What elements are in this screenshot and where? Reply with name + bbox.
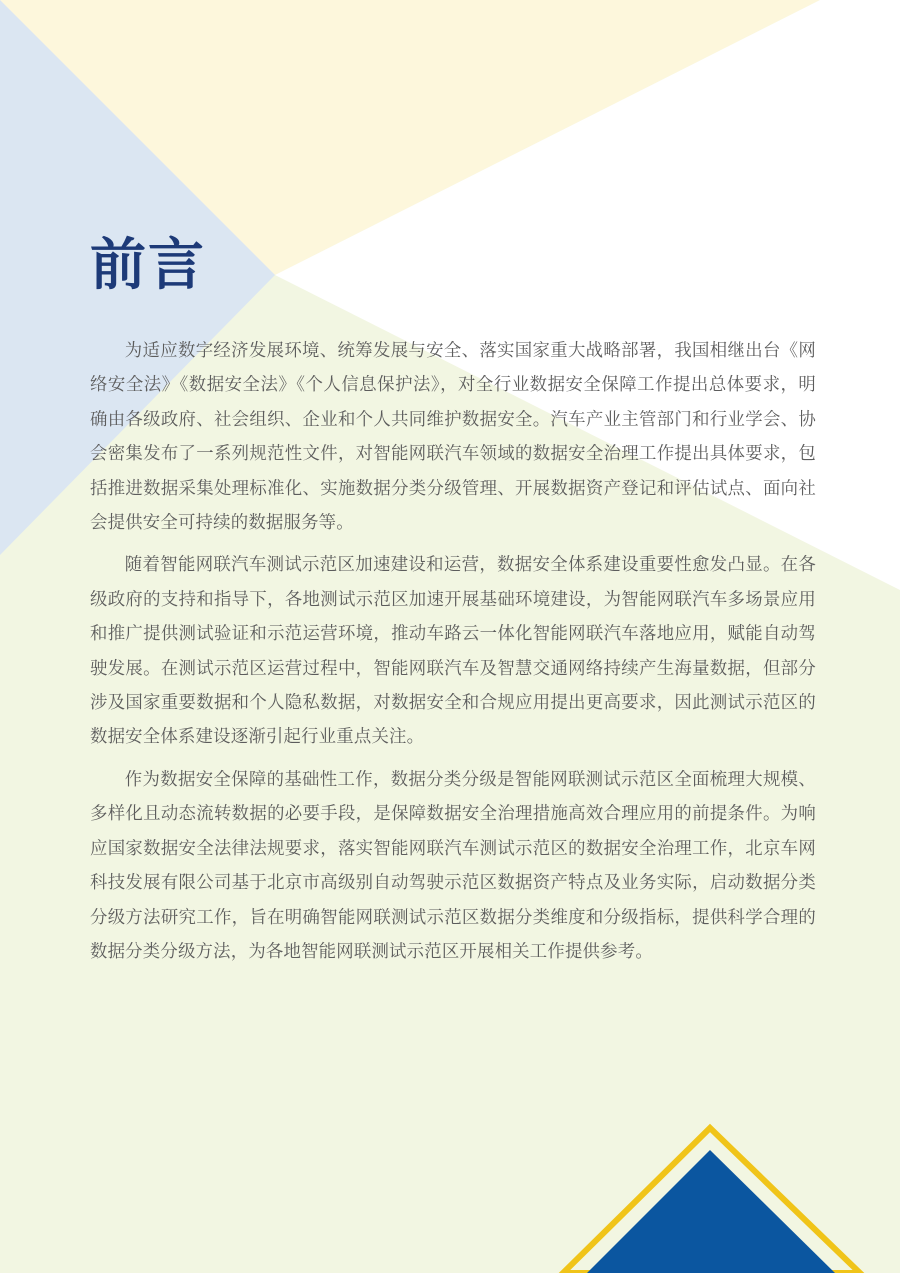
preface-body	[90, 334, 816, 977]
preface-paragraph-3: 作为数据安全保障的基础性工作，数据分类分级是智能网联测试示范区全面梳理大规模、多样化且动态流转数据的必要手段，是保障数据安全治理措施高效合理应用的前提条件。为响应国家数据安全法律法规要求，落实智能网联汽车测试示范区的数据安全治理工作，北京车网科技发展有限公司基于北京市高级别自动驾驶示范区数据资产特点及业务实际，启动数据分类分级方法研究工作，旨在明确智能网联测试示范区数据分类维度和分级指标，提供科学合理的数据分类分级方法，为各地智能网联测试示范区开展相关工作提供参考。	[90, 769, 816, 962]
preface-paragraph-2: 随着智能网联汽车测试示范区加速建设和运营，数据安全体系建设重要性愈发凸显。在各级政府的支持和指导下，各地测试示范区加速开展基础环境建设，为智能网联汽车多场景应用和推广提供测试验证和示范运营环境，推动车路云一体化智能网联汽车落地应用，赋能自动驾驶发展。在测试示范区运营过程中，智能网联汽车及智慧交通网络持续产生海量数据，但部分涉及国家重要数据和个人隐私数据，对数据安全和合规应用提出更高要求，因此测试示范区的数据安全体系建设逐渐引起行业重点关注。	[90, 555, 816, 748]
preface-paragraph-1: 为适应数字经济发展环境、统筹发展与安全、落实国家重大战略部署，我国相继出台《网络安全法》《数据安全法》《个人信息保护法》，对全行业数据安全保障工作提出总体要求，明确由各级政府、社会组织、企业和个人共同维护数据安全。汽车产业主管部门和行业学会、协会密集发布了一系列规范性文件，对智能网联汽车领域的数据安全治理工作提出具体要求，包括推进数据采集处理标准化、实施数据分类分级管理、开展数据资产登记和评估试点、面向社会提供安全可持续的数据服务等。	[90, 341, 816, 534]
page-title: 前言	[90, 233, 206, 298]
